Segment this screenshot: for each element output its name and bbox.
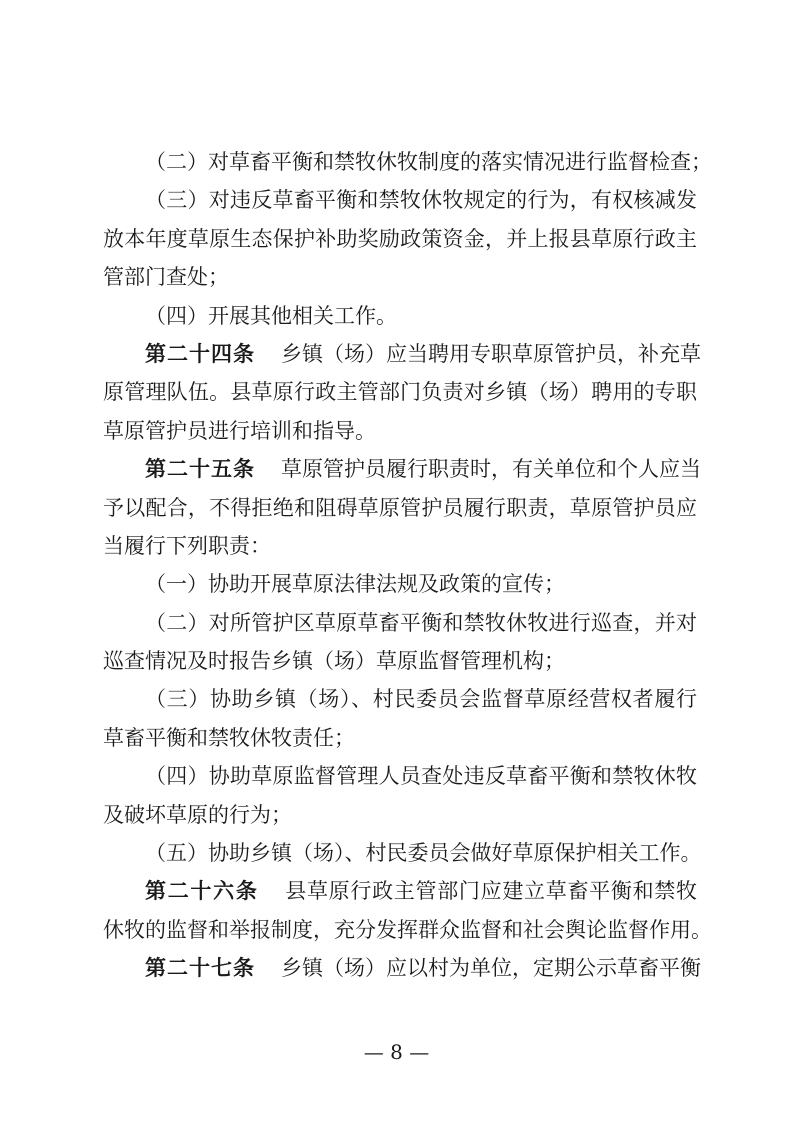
text-line — [103, 258, 697, 296]
article-number: 第二十五条 — [145, 456, 255, 482]
text-line — [103, 297, 697, 335]
line-text: 草畜平衡和禁牧休牧责任； — [103, 725, 355, 750]
text-line — [103, 489, 697, 527]
text-line — [103, 911, 712, 949]
text-line — [103, 220, 697, 258]
line-text: 乡镇（场）应以村为单位，定期公示草畜平衡 — [281, 956, 701, 981]
line-text: （四）协助草原监督管理人员查处违反草畜平衡和禁牧休牧 — [145, 764, 697, 789]
line-text: 县草原行政主管部门应建立草畜平衡和禁牧 — [284, 879, 698, 904]
text-line — [103, 642, 697, 680]
document-body — [103, 143, 712, 988]
line-text: （五）协助乡镇（场）、村民委员会做好草原保护相关工作。 — [145, 841, 702, 866]
line-text: （二）对草畜平衡和禁牧休牧制度的落实情况进行监督检查； — [145, 150, 712, 174]
line-text: （一）协助开展草原法律法规及政策的宣传； — [145, 572, 565, 597]
line-text: 当履行下列职责： — [103, 533, 271, 558]
line-text: 草原管护员履行职责时，有关单位和个人应当 — [281, 457, 701, 482]
text-line — [103, 834, 702, 872]
text-line — [103, 757, 697, 795]
article-line — [103, 872, 697, 910]
line-text: 乡镇（场）应当聘用专职草原管护员，补充草 — [281, 341, 701, 366]
line-text: 放本年度草原生态保护补助奖励政策资金，并上报县草原行政主 — [103, 226, 697, 251]
line-text: 休牧的监督和举报制度，充分发挥群众监督和社会舆论监督作用。 — [103, 917, 712, 942]
line-text: 草原管护员进行培训和指导。 — [103, 418, 376, 443]
line-text: 巡查情况及时报告乡镇（场）草原监督管理机构； — [103, 649, 565, 674]
article-number: 第二十四条 — [145, 340, 255, 366]
line-text: （三）协助乡镇（场）、村民委员会监督草原经营权者履行 — [145, 687, 697, 712]
line-text: 管部门查处； — [103, 265, 229, 290]
page-number: — 8 — — [363, 1040, 430, 1064]
line-text: （二）对所管护区草原草畜平衡和禁牧休牧进行巡查，并对 — [145, 610, 697, 635]
text-line — [103, 527, 697, 565]
article-number: 第二十七条 — [145, 955, 255, 981]
article-line — [103, 949, 701, 987]
text-line — [103, 680, 697, 718]
text-line — [103, 181, 697, 219]
line-text: （三）对违反草畜平衡和禁牧休牧规定的行为，有权核减发 — [145, 188, 697, 213]
line-text: 予以配合，不得拒绝和阻碍草原管护员履行职责，草原管护员应 — [103, 495, 697, 520]
text-line — [103, 796, 697, 834]
article-number: 第二十六条 — [145, 878, 259, 904]
text-line — [103, 143, 712, 181]
text-line — [103, 565, 697, 603]
text-line — [103, 412, 697, 450]
text-line — [103, 373, 697, 411]
text-line — [103, 604, 697, 642]
text-line — [103, 719, 697, 757]
article-line — [103, 450, 701, 488]
line-text: （四）开展其他相关工作。 — [145, 303, 397, 328]
line-text: 原管理队伍。县草原行政主管部门负责对乡镇（场）聘用的专职 — [103, 380, 697, 405]
line-text: 及破坏草原的行为； — [103, 802, 292, 827]
article-line — [103, 335, 701, 373]
